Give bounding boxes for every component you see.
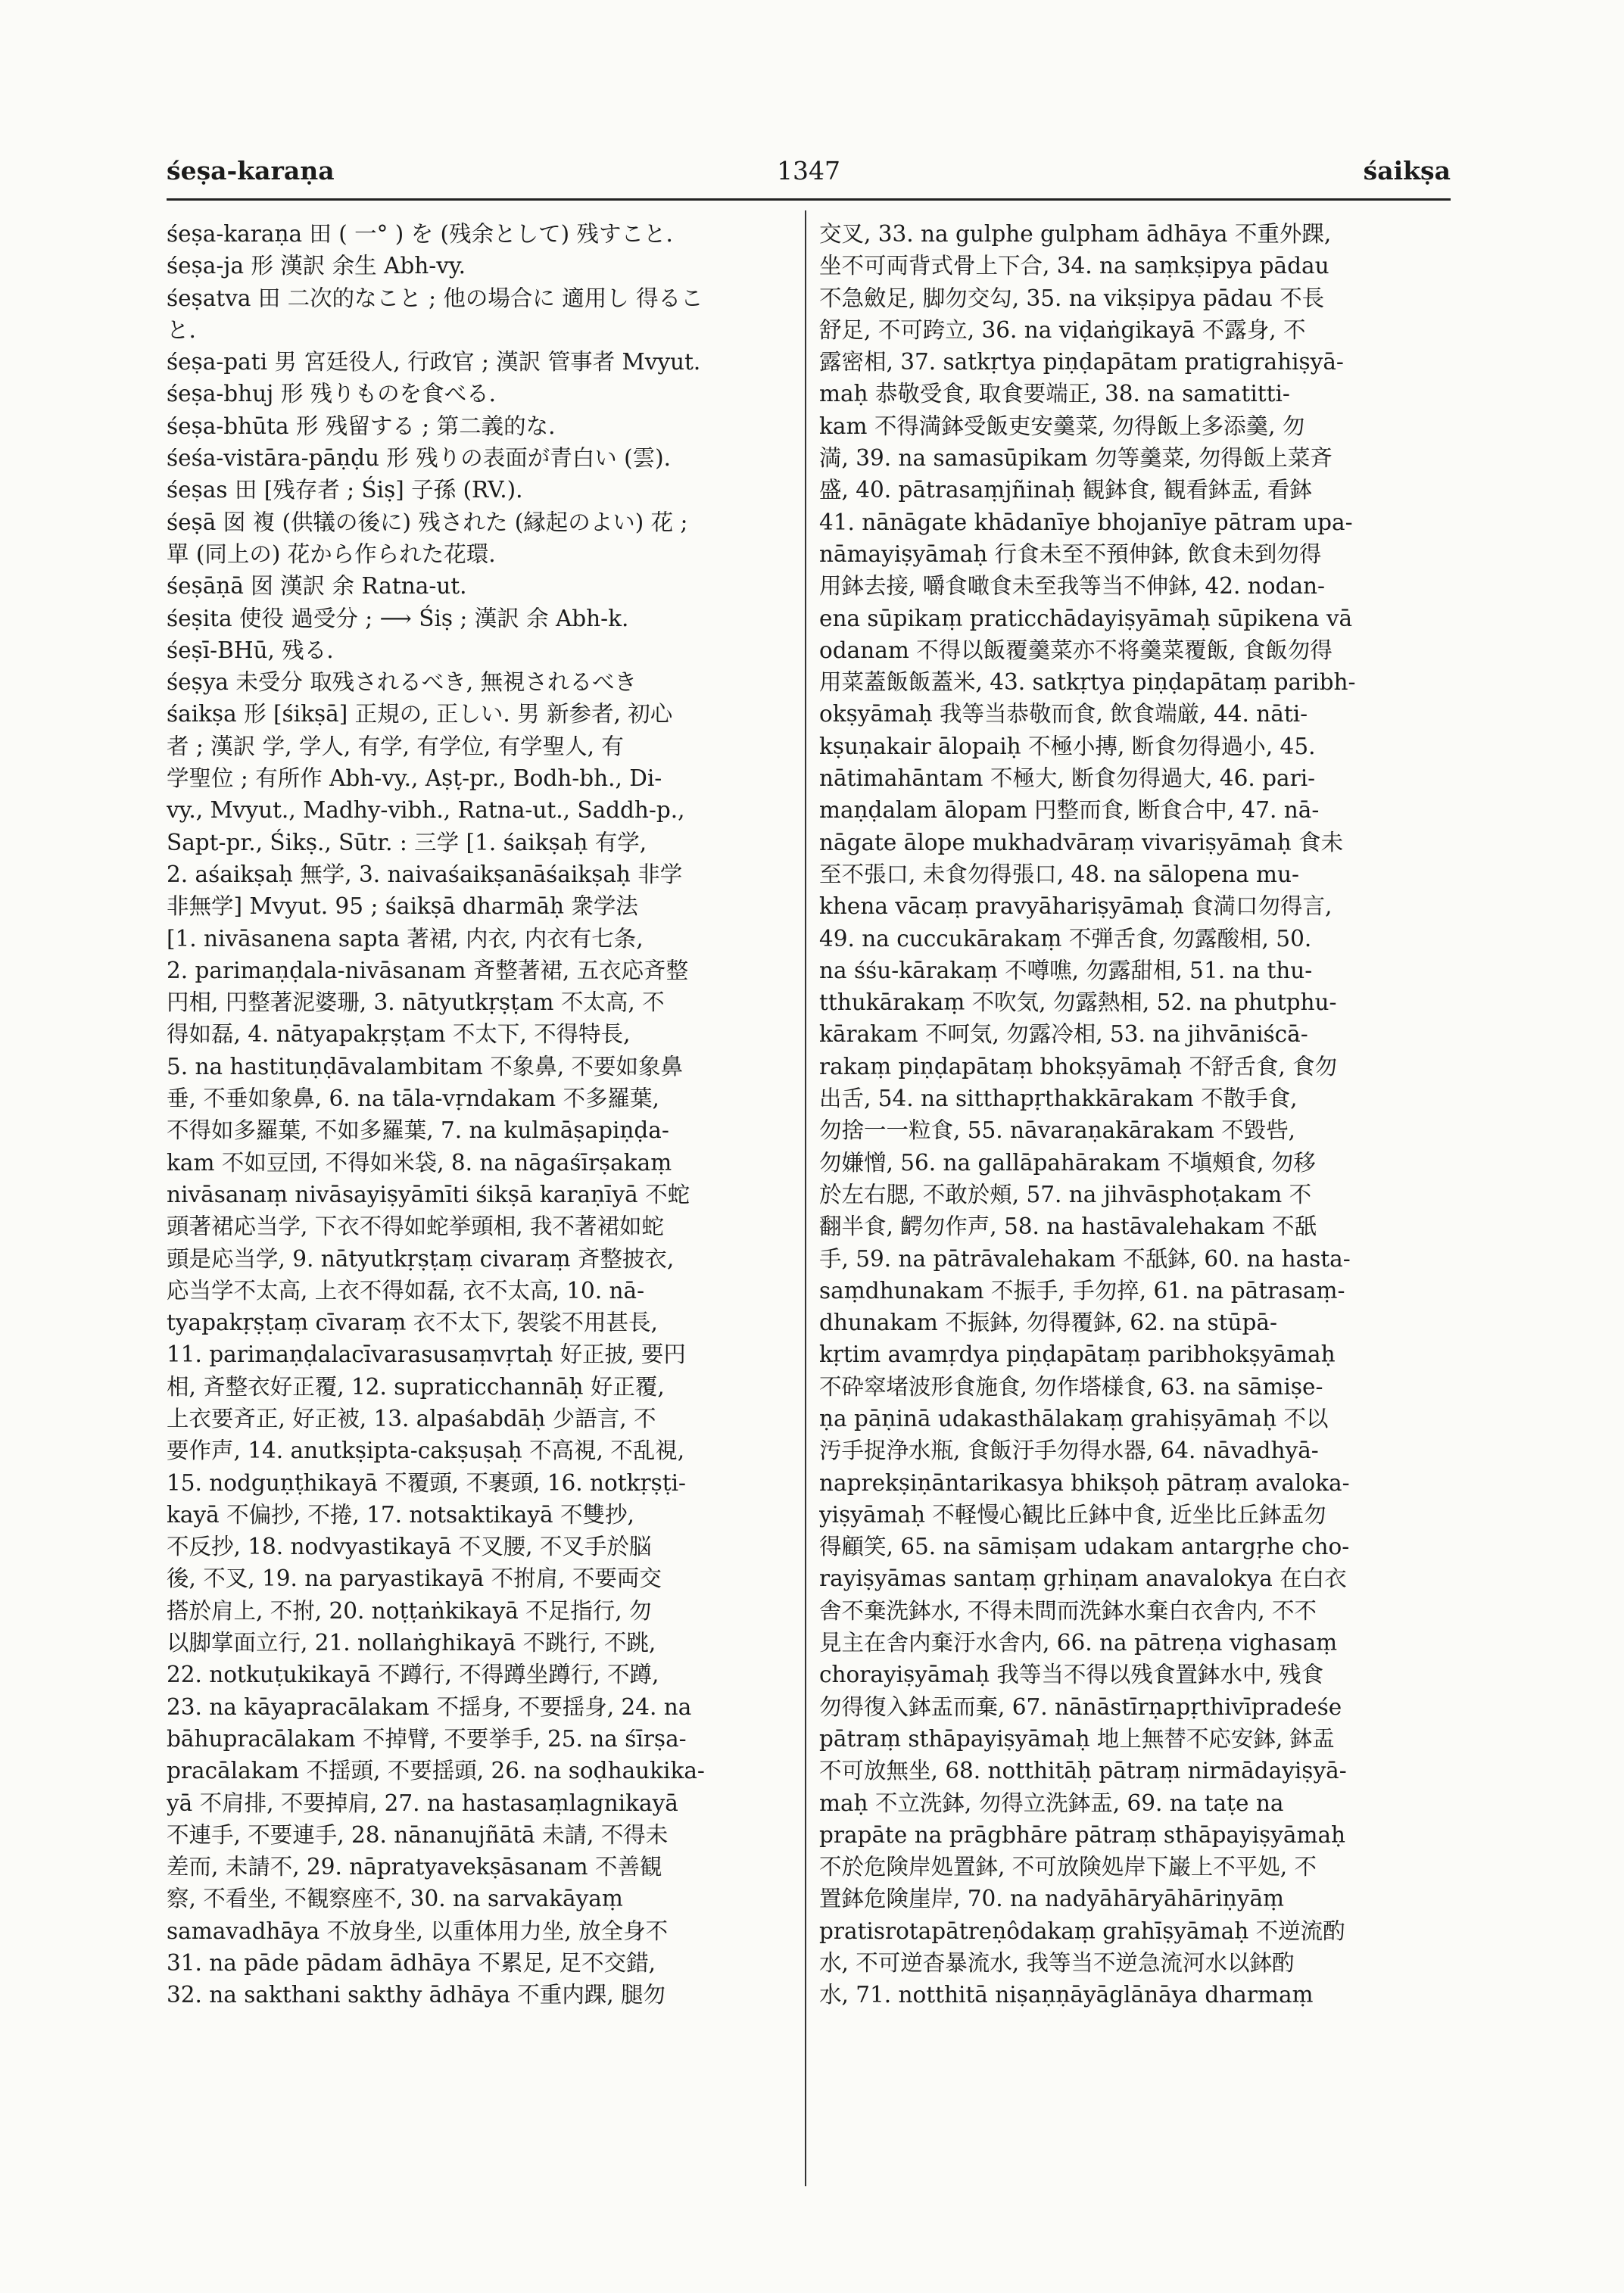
text-line: 2. aśaikṣaḥ 無学, 3. naivaśaikṣanāśaikṣaḥ 非学 — [167, 861, 683, 887]
text-line: yiṣyāmaḥ 不軽慢心観比丘鉢中食, 近坐比丘鉢盂勿 — [819, 1501, 1326, 1528]
text-line: tthukārakaṃ 不吹気, 勿露熱相, 52. na phutphu- — [819, 989, 1337, 1016]
text-line: 頭是応当学, 9. nātyutkṛṣṭaṃ civaraṃ 斉整披衣, — [167, 1245, 675, 1272]
text-line: 用鉢去接, 嚼食噉食未至我等当不伸鉢, 42. nodan- — [819, 573, 1325, 600]
text-line: 露密相, 37. satkṛtya piṇḍapātam pratigrahiṣyā- — [819, 349, 1344, 375]
text-line: śeṣya 未受分 取残されるべき, 無視されるべき — [167, 669, 637, 696]
text-line: śeṣā 囡 複 (供犠の後に) 残された (縁起のよい) 花 ; — [167, 509, 688, 535]
text-line: 頭著裙応当学, 下衣不得如蛇挙頭相, 我不著裙如蛇 — [167, 1213, 665, 1240]
text-line: Sapt-pr., Śikṣ., Sūtr. : 三学 [1. śaikṣaḥ 有学, — [167, 829, 647, 855]
text-line: 水, 不可逆杳暴流水, 我等当不逆急流河水以鉢酌 — [819, 1950, 1295, 1977]
text-line: ṇa pāṇinā udakasthālakaṃ grahiṣyāmaḥ 不以 — [819, 1405, 1329, 1432]
page-header — [167, 156, 1451, 189]
text-line: nātimahāntam 不極大, 断食勿得過大, 46. pari- — [819, 765, 1316, 792]
text-line: vy., Mvyut., Madhy-vibh., Ratna-ut., Saddh-p., — [167, 797, 685, 824]
text-line: śeśa-vistāra-pāṇḍu 形 残りの表面が青白い (雲). — [167, 445, 672, 472]
text-line: ena sūpikaṃ praticchādayiṣyāmaḥ sūpikena vā — [819, 605, 1353, 631]
left-column — [167, 218, 795, 2186]
text-line: śeṣī-BHū, 残る. — [167, 637, 334, 663]
text-line: 舒足, 不可跨立, 36. na viḍaṅgikayā 不露身, 不 — [819, 316, 1306, 343]
text-line: nāgate ālope mukhadvāraṃ vivariṣyāmaḥ 食未 — [819, 829, 1344, 855]
text-line: śeṣāṇā 囡 漢訳 余 Ratna-ut. — [167, 573, 467, 600]
text-line: śeṣa-pati 男 宮廷役人, 行政官 ; 漢訳 管事者 Mvyut. — [167, 349, 701, 375]
text-line: śeṣa-bhūta 形 残留する ; 第二義的な. — [167, 413, 556, 439]
text-line: nāmayiṣyāmaḥ 行食未至不預伸鉢, 飲食未到勿得 — [819, 541, 1322, 567]
text-line: 2. parimaṇḍala-nivāsanam 斉整著裙, 五衣応斉整 — [167, 957, 689, 983]
text-line: 不砕窣堵波形食施食, 勿作塔様食, 63. na sāmiṣe- — [819, 1373, 1323, 1400]
text-line: 手, 59. na pātrāvalehakam 不舐鉢, 60. na hasta- — [819, 1245, 1351, 1272]
text-line: 5. na hastituṇḍāvalambitam 不象鼻, 不要如象鼻 — [167, 1053, 683, 1080]
text-line: 11. parimaṇḍalacīvarasusaṃvṛtaḥ 好正披, 要円 — [167, 1341, 686, 1368]
text-line: 察, 不看坐, 不観察座不, 30. na sarvakāyaṃ — [167, 1886, 623, 1912]
text-line: 不急斂足, 脚勿交勾, 35. na vikṣipya pādau 不長 — [819, 285, 1325, 311]
text-line: [1. nivāsanena sapta 著裙, 内衣, 内衣有七条, — [167, 925, 644, 952]
text-line: 49. na cuccukārakaṃ 不弾舌食, 勿露酸相, 50. — [819, 925, 1312, 952]
text-line: śeṣa-bhuj 形 残りものを食べる. — [167, 381, 496, 407]
text-line: 相, 斉整衣好正覆, 12. supraticchannāḥ 好正覆, — [167, 1373, 665, 1400]
text-line: 15. nodguṇṭhikayā 不覆頭, 不裹頭, 16. notkṛṣṭi- — [167, 1469, 686, 1496]
text-line: chorayiṣyāmaḥ 我等当不得以残食置鉢水中, 残食 — [819, 1662, 1324, 1688]
text-line: śeṣatva 田 二次的なこと ; 他の場合に 適用し 得るこ — [167, 285, 703, 311]
text-line: と. — [167, 316, 196, 343]
text-line: 汚手捉浄水瓶, 食飯汙手勿得水器, 64. nāvadhyā- — [819, 1438, 1319, 1464]
text-line: śeṣa-ja 形 漢訳 余生 Abh-vy. — [167, 253, 466, 279]
right-column — [819, 218, 1451, 2186]
text-line: 水, 71. notthitā niṣaṇṇāyāglānāya dharmaṃ — [819, 1982, 1314, 2008]
text-line: 盛, 40. pātrasaṃjñinaḥ 観鉢食, 観看鉢盂, 看鉢 — [819, 477, 1312, 503]
text-line: 見主在舎内棄汙水舎内, 66. na pātreṇa vighasaṃ — [819, 1630, 1338, 1656]
text-line: 勿捨一一粒食, 55. nāvaraṇakārakam 不毀呰, — [819, 1117, 1296, 1144]
text-line: naprekṣiṇāntarikasya bhikṣoḥ pātraṃ avaloka- — [819, 1469, 1350, 1496]
text-line: 円相, 円整著泥婆珊, 3. nātyutkṛṣṭam 不太高, 不 — [167, 989, 665, 1016]
text-line: pracālakam 不揺頭, 不要揺頭, 26. na soḍhaukika- — [167, 1758, 705, 1784]
text-line: samavadhāya 不放身坐, 以重体用力坐, 放全身不 — [167, 1918, 669, 1944]
header-left-headword: śeṣa-karaṇa — [167, 156, 335, 185]
text-line: khena vācaṃ pravyāhariṣyāmaḥ 食満口勿得言, — [819, 893, 1333, 920]
text-line: 至不張口, 未食勿得張口, 48. na sālopena mu- — [819, 861, 1299, 887]
text-line: nivāsanaṃ nivāsayiṣyāmīti śikṣā karaṇīyā 不蛇 — [167, 1181, 690, 1207]
text-line: 応当学不太高, 上衣不得如磊, 衣不太高, 10. nā- — [167, 1277, 645, 1304]
text-line: yā 不肩排, 不要掉肩, 27. na hastasaṃlagnikayā — [167, 1790, 678, 1816]
header-rule — [167, 198, 1451, 201]
text-line: saṃdhunakam 不振手, 手勿捽, 61. na pātrasaṃ- — [819, 1277, 1345, 1304]
page-number: 1347 — [777, 156, 840, 185]
text-line: prapāte na prāgbhāre pātraṃ sthāpayiṣyāmaḥ — [819, 1821, 1346, 1848]
text-line: pratisrotapātreṇôdakaṃ grahīṣyāmaḥ 不逆流酌 — [819, 1918, 1345, 1944]
text-line: dhunakam 不振鉢, 勿得覆鉢, 62. na stūpā- — [819, 1310, 1277, 1336]
text-line: maḥ 恭敬受食, 取食要端正, 38. na samatitti- — [819, 381, 1290, 407]
text-line: 勿得復入鉢盂而棄, 67. nānāstīrṇapṛthivīpradeśe — [819, 1693, 1342, 1720]
text-line: 翻半食, 齶勿作声, 58. na hastāvalehakam 不舐 — [819, 1213, 1317, 1240]
text-line: 搭於肩上, 不拊, 20. noṭṭaṅkikayā 不足指行, 勿 — [167, 1597, 652, 1624]
text-line: maṇḍalam ālopam 円整而食, 断食合中, 47. nā- — [819, 797, 1320, 824]
text-line: 置鉢危険崖岸, 70. na nadyāhāryāhāriṇyāṃ — [819, 1886, 1285, 1912]
text-line: 不連手, 不要連手, 28. nānanujñātā 未請, 不得未 — [167, 1821, 669, 1848]
text-line: 要作声, 14. anutkṣipta-cakṣuṣaḥ 不高視, 不乱視, — [167, 1438, 685, 1464]
text-line: tyapakṛṣṭaṃ cīvaraṃ 衣不太下, 袈裟不用甚長, — [167, 1310, 658, 1336]
text-line: śeṣita 使役 過受分 ; ⟶ Śiṣ ; 漢訳 余 Abh-k. — [167, 605, 629, 631]
text-line: śeṣa-karaṇa 田 ( 一° ) を (残余として) 残すこと. — [167, 221, 673, 247]
text-line: 23. na kāyapracālakam 不揺身, 不要揺身, 24. na — [167, 1693, 692, 1720]
text-line: bāhupracālakam 不掉臂, 不要挙手, 25. na śīrṣa- — [167, 1725, 687, 1752]
text-line: 不於危険岸処置鉢, 不可放険処岸下巌上不平処, 不 — [819, 1854, 1317, 1880]
text-line: 満, 39. na samasūpikam 勿等羹菜, 勿得飯上菜斉 — [819, 445, 1333, 472]
text-line: 用菜蓋飯飯蓋米, 43. satkṛtya piṇḍapātaṃ paribh- — [819, 669, 1356, 696]
text-line: 後, 不叉, 19. na paryastikayā 不拊肩, 不要両交 — [167, 1566, 662, 1592]
text-line: 交叉, 33. na gulphe gulpham ādhāya 不重外踝, — [819, 221, 1332, 247]
text-line: 不得如多羅葉, 不如多羅葉, 7. na kulmāṣapiṇḍa- — [167, 1117, 669, 1144]
text-line: 舎不棄洗鉢水, 不得未問而洗鉢水棄白衣舎内, 不不 — [819, 1597, 1317, 1624]
text-line: kam 不得満鉢受飯吏安羹菜, 勿得飯上多添羹, 勿 — [819, 413, 1305, 439]
text-line: kam 不如豆団, 不得如米袋, 8. na nāgaśīrṣakaṃ — [167, 1149, 672, 1176]
text-line: rakaṃ piṇḍapātaṃ bhokṣyāmaḥ 不舒舌食, 食勿 — [819, 1053, 1338, 1080]
text-line: 31. na pāde pādam ādhāya 不累足, 足不交錯, — [167, 1950, 656, 1977]
text-line: 差而, 未請不, 29. nāpratyavekṣāsanam 不善観 — [167, 1854, 662, 1880]
text-line: 垂, 不垂如象鼻, 6. na tāla-vṛndakam 不多羅葉, — [167, 1086, 659, 1112]
text-line: rayiṣyāmas santaṃ gṛhiṇam anavalokya 在白衣 — [819, 1566, 1347, 1592]
text-line: 32. na sakthani sakthy ādhāya 不重内踝, 腿勿 — [167, 1982, 666, 2008]
text-line: odanam 不得以飯覆羹菜亦不将羹菜覆飯, 食飯勿得 — [819, 637, 1333, 663]
text-line: 非無学] Mvyut. 95 ; śaikṣā dharmāḥ 衆学法 — [167, 893, 638, 920]
text-line: 学聖位 ; 有所作 Abh-vy., Aṣṭ-pr., Bodh-bh., Di- — [167, 765, 662, 792]
text-line: 以脚掌面立行, 21. nollaṅghikayā 不跳行, 不跳, — [167, 1630, 656, 1656]
text-line: 上衣要斉正, 好正被, 13. alpaśabdāḥ 少語言, 不 — [167, 1405, 656, 1432]
text-line: 出舌, 54. na sitthapṛthakkārakam 不散手食, — [819, 1086, 1298, 1112]
text-line: 不可放無坐, 68. notthitāḥ pātraṃ nirmādayiṣyā- — [819, 1758, 1347, 1784]
text-line: 得顧笑, 65. na sāmiṣam udakam antargṛhe cho- — [819, 1534, 1350, 1560]
text-line: 於左右腮, 不敢於頰, 57. na jihvāsphoṭakam 不 — [819, 1181, 1312, 1207]
text-line: śaikṣa 形 [śikṣā] 正規の, 正しい. 男 新参者, 初心 — [167, 701, 673, 727]
text-line: śeṣas 田 [残存者 ; Śiṣ] 子孫 (RV.). — [167, 477, 523, 503]
text-line: pātraṃ sthāpayiṣyāmaḥ 地上無替不応安鉢, 鉢盂 — [819, 1725, 1335, 1752]
text-line: kṛtim avamṛdya piṇḍapātaṃ paribhokṣyāmaḥ — [819, 1341, 1336, 1368]
column-divider — [805, 210, 806, 2186]
text-line: 得如磊, 4. nātyapakṛṣṭam 不太下, 不得特長, — [167, 1021, 631, 1048]
text-line: 勿嫌憎, 56. na gallāpahārakam 不塡頰食, 勿移 — [819, 1149, 1316, 1176]
text-line: kārakam 不呵気, 勿露冷相, 53. na jihvāniścā- — [819, 1021, 1308, 1048]
text-line: okṣyāmaḥ 我等当恭敬而食, 飲食端厳, 44. nāti- — [819, 701, 1308, 727]
text-line: maḥ 不立洗鉢, 勿得立洗鉢盂, 69. na taṭe na — [819, 1790, 1284, 1816]
text-line: 22. notkuṭukikayā 不蹲行, 不得蹲坐蹲行, 不蹲, — [167, 1662, 659, 1688]
header-right-headword: śaikṣa — [1363, 156, 1451, 185]
text-line: 坐不可両背式骨上下合, 34. na saṃkṣipya pādau — [819, 253, 1329, 279]
text-line: na śśu-kārakaṃ 不噂噍, 勿露甜相, 51. na thu- — [819, 957, 1313, 983]
text-line: 單 (同上の) 花から作られた花環. — [167, 541, 496, 567]
text-line: kayā 不偏抄, 不捲, 17. notsaktikayā 不雙抄, — [167, 1501, 634, 1528]
text-line: 41. nānāgate khādanīye bhojanīye pātram upa- — [819, 509, 1353, 535]
text-line: 不反抄, 18. nodvyastikayā 不叉腰, 不叉手於脳 — [167, 1534, 652, 1560]
text-line: 者 ; 漢訳 学, 学人, 有学, 有学位, 有学聖人, 有 — [167, 733, 624, 759]
text-line: kṣuṇakair ālopaiḥ 不極小摶, 断食勿得過小, 45. — [819, 733, 1316, 759]
